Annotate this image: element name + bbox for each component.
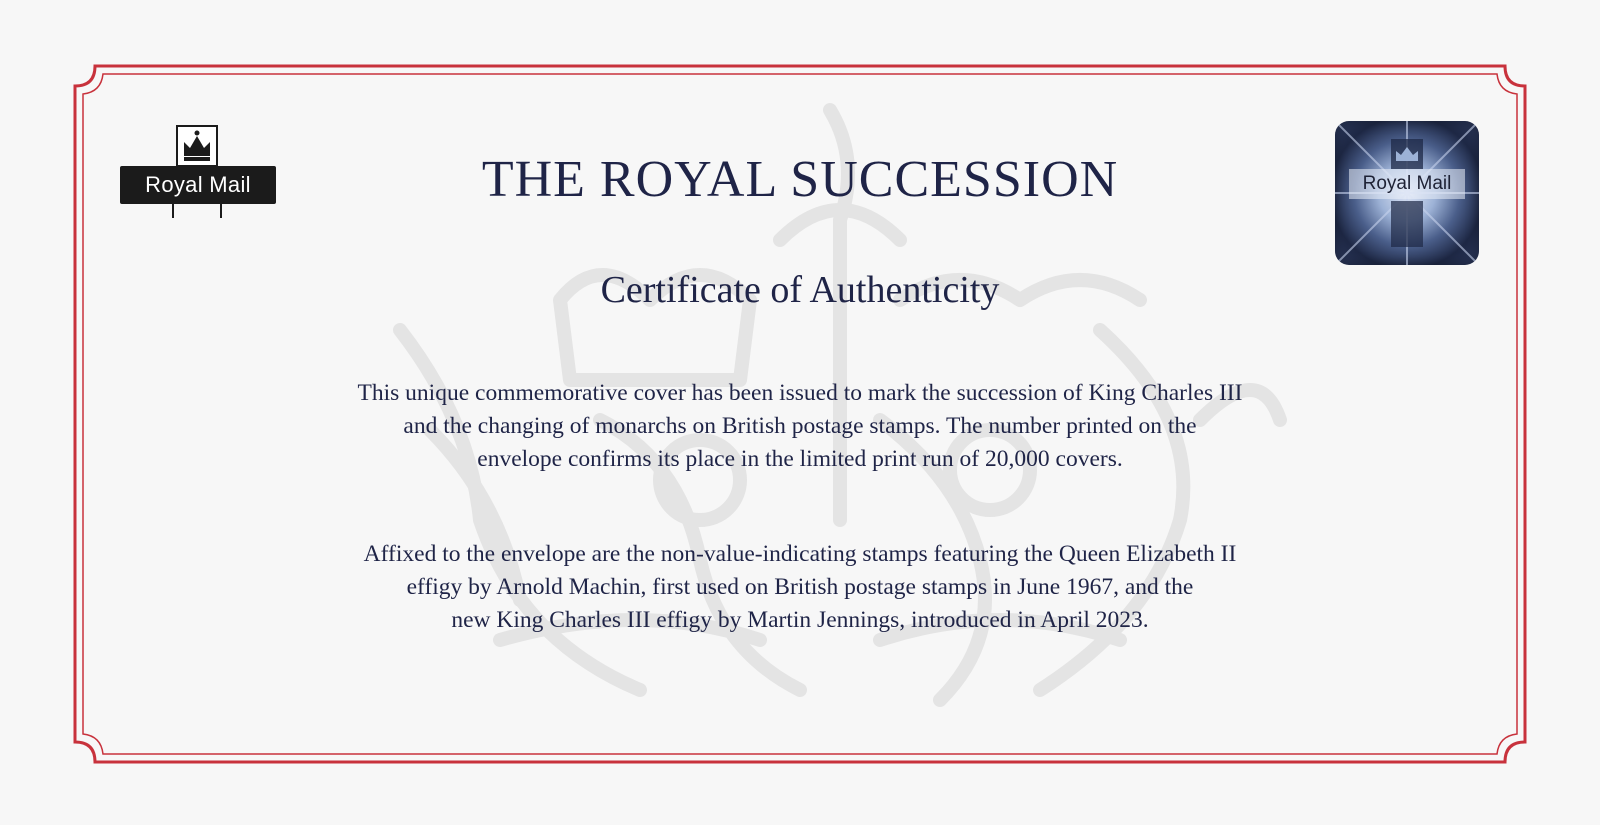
- text-line: envelope confirms its place in the limited print run of 20,000 covers.: [477, 446, 1123, 472]
- royal-mail-logo: [120, 124, 280, 218]
- page-title: THE ROYAL SUCCESSION: [481, 151, 1119, 208]
- text-line: Affixed to the envelope are the non-value-indicating stamps featuring the Queen Elizabeth II: [363, 541, 1237, 567]
- certificate-subtitle: Certificate of Authenticity: [600, 269, 1000, 311]
- text-line: new King Charles III effigy by Martin Jennings, introduced in April 2023.: [451, 607, 1149, 633]
- description-paragraph-2: [230, 538, 1370, 637]
- logo-text: Royal Mail: [145, 172, 251, 197]
- hologram-text: Royal Mail: [1349, 169, 1465, 199]
- hologram-seal: [1335, 121, 1479, 265]
- logo-stem: [172, 204, 222, 218]
- text-line: This unique commemorative cover has been issued to mark the succession of King Charles III: [357, 380, 1243, 406]
- text-line: effigy by Arnold Machin, first used on British postage stamps in June 1967, and the: [406, 574, 1194, 600]
- description-paragraph-1: [230, 377, 1370, 476]
- text-line: and the changing of monarchs on British postage stamps. The number printed on the: [403, 413, 1197, 439]
- crown-icon: [175, 124, 219, 168]
